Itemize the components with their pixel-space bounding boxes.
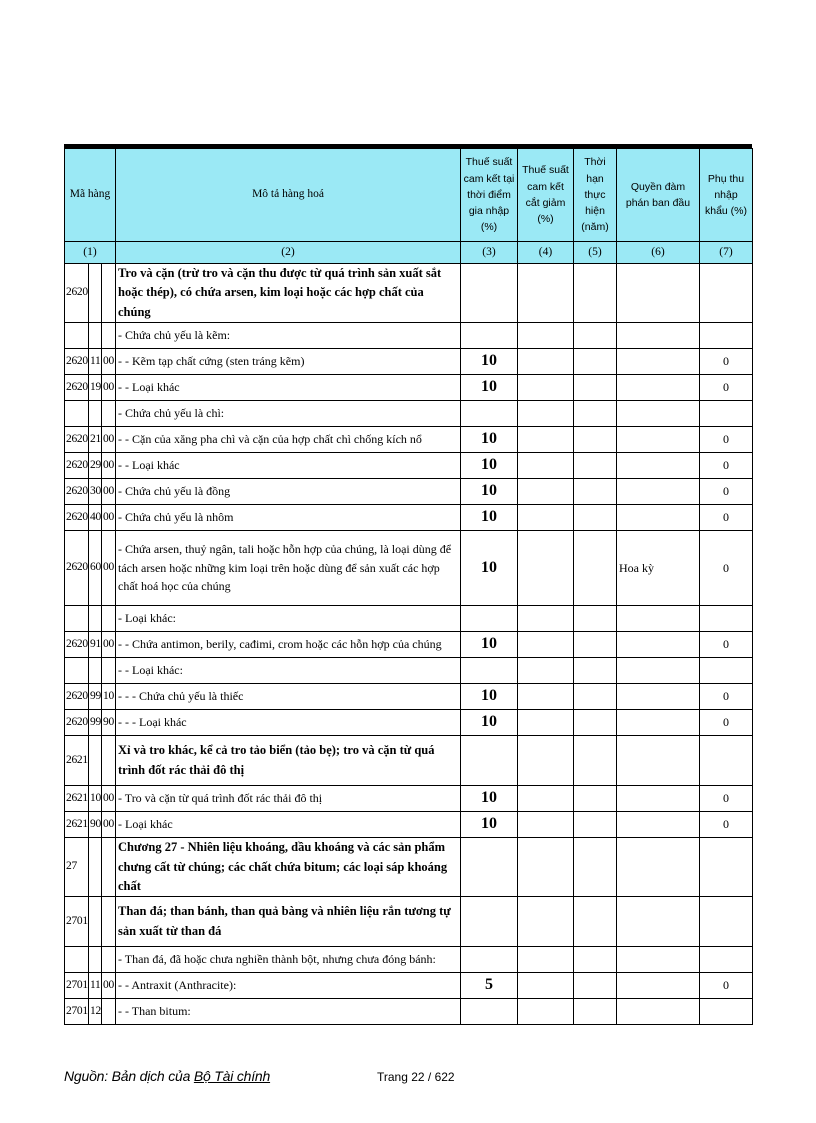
negotiating-rights-cell: [617, 427, 700, 453]
surcharge-cell: 0: [700, 375, 753, 401]
negotiating-rights-cell: [617, 453, 700, 479]
table-row: [65, 264, 753, 323]
description-cell: Xỉ và tro khác, kể cả tro tảo biển (tảo bẹ); tro và cặn từ quá trình đốt rác thải đô thị: [116, 736, 461, 786]
hs-code-heading: [65, 606, 89, 632]
bound-rate-cell: [461, 838, 518, 897]
term-cell: [574, 812, 617, 838]
table-row: [65, 606, 753, 632]
term-cell: [574, 736, 617, 786]
negotiating-rights-cell: [617, 812, 700, 838]
negotiating-rights-cell: [617, 897, 700, 947]
tariff-table: [64, 148, 753, 1025]
hs-code-heading: 2620: [65, 710, 89, 736]
description-cell: - - Kẽm tạp chất cứng (sten tráng kẽm): [116, 349, 461, 375]
surcharge-cell: 0: [700, 684, 753, 710]
hs-code-heading: [65, 323, 89, 349]
cut-rate-cell: [518, 427, 574, 453]
header-mo-ta: Mô tả hàng hoá: [116, 149, 461, 242]
bound-rate-cell: 10: [461, 427, 518, 453]
hs-code-subheading: 11: [89, 349, 102, 375]
table-row: [65, 349, 753, 375]
hs-code-subheading: [89, 401, 102, 427]
cut-rate-cell: [518, 897, 574, 947]
hs-code-subheading: 60: [89, 531, 102, 606]
cut-rate-cell: [518, 531, 574, 606]
description-cell: - Tro và cặn từ quá trình đốt rác thải đô thị: [116, 786, 461, 812]
description-cell: - Chứa chủ yếu là kẽm:: [116, 323, 461, 349]
surcharge-cell: [700, 736, 753, 786]
hs-code-heading: 2620: [65, 531, 89, 606]
table-row: [65, 897, 753, 947]
description-cell: - - Loại khác:: [116, 658, 461, 684]
hs-code-suffix: [102, 736, 116, 786]
hs-code-heading: 27: [65, 838, 89, 897]
surcharge-cell: [700, 658, 753, 684]
surcharge-cell: 0: [700, 453, 753, 479]
hs-code-subheading: 40: [89, 505, 102, 531]
hs-code-suffix: [102, 838, 116, 897]
description-cell: - Than đá, đã hoặc chưa nghiền thành bột, nhưng chưa đóng bánh:: [116, 947, 461, 973]
cut-rate-cell: [518, 479, 574, 505]
description-cell: - - Cặn của xăng pha chì và cặn của hợp chất chì chống kích nổ: [116, 427, 461, 453]
bound-rate-cell: [461, 606, 518, 632]
cut-rate-cell: [518, 973, 574, 999]
table-row: [65, 658, 753, 684]
bound-rate-cell: 10: [461, 479, 518, 505]
term-cell: [574, 427, 617, 453]
negotiating-rights-cell: [617, 505, 700, 531]
description-cell: - Loại khác: [116, 812, 461, 838]
description-cell: - Chứa chủ yếu là chì:: [116, 401, 461, 427]
bound-rate-cell: 10: [461, 710, 518, 736]
table-row: [65, 453, 753, 479]
footer-page-number: Trang 22 / 622: [377, 1070, 455, 1084]
bound-rate-cell: 10: [461, 684, 518, 710]
hs-code-heading: 2620: [65, 453, 89, 479]
hs-code-suffix: 00: [102, 479, 116, 505]
cut-rate-cell: [518, 401, 574, 427]
table-row: [65, 427, 753, 453]
cut-rate-cell: [518, 453, 574, 479]
negotiating-rights-cell: [617, 736, 700, 786]
hs-code-heading: 2620: [65, 684, 89, 710]
hs-code-heading: 2701: [65, 897, 89, 947]
negotiating-rights-cell: [617, 349, 700, 375]
table-row: [65, 973, 753, 999]
column-number-row: [65, 242, 753, 264]
hs-code-subheading: 90: [89, 812, 102, 838]
description-cell: - - Loại khác: [116, 375, 461, 401]
cut-rate-cell: [518, 264, 574, 323]
term-cell: [574, 786, 617, 812]
table-row: [65, 375, 753, 401]
bound-rate-cell: 10: [461, 453, 518, 479]
hs-code-heading: 2701: [65, 973, 89, 999]
hs-code-subheading: 10: [89, 786, 102, 812]
bound-rate-cell: [461, 323, 518, 349]
description-cell: - Chứa chủ yếu là nhôm: [116, 505, 461, 531]
negotiating-rights-cell: [617, 401, 700, 427]
hs-code-heading: 2621: [65, 786, 89, 812]
surcharge-cell: 0: [700, 349, 753, 375]
table-row: [65, 812, 753, 838]
hs-code-suffix: [102, 897, 116, 947]
header-thue-suat-gia-nhap: Thuế suất cam kết tại thời điểm gia nhập (%): [461, 149, 518, 242]
col-number: (4): [518, 242, 574, 264]
surcharge-cell: 0: [700, 427, 753, 453]
hs-code-subheading: 11: [89, 973, 102, 999]
header-quyen-dam-phan: Quyền đàm phán ban đầu: [617, 149, 700, 242]
term-cell: [574, 684, 617, 710]
table-row: [65, 684, 753, 710]
col-number: (3): [461, 242, 518, 264]
table-row: [65, 505, 753, 531]
term-cell: [574, 505, 617, 531]
bound-rate-cell: [461, 658, 518, 684]
surcharge-cell: 0: [700, 505, 753, 531]
hs-code-suffix: 00: [102, 375, 116, 401]
term-cell: [574, 323, 617, 349]
negotiating-rights-cell: [617, 479, 700, 505]
bound-rate-cell: 10: [461, 786, 518, 812]
hs-code-subheading: [89, 736, 102, 786]
table-row: [65, 947, 753, 973]
hs-code-subheading: [89, 838, 102, 897]
cut-rate-cell: [518, 375, 574, 401]
hs-code-subheading: 19: [89, 375, 102, 401]
bound-rate-cell: [461, 264, 518, 323]
hs-code-heading: 2621: [65, 736, 89, 786]
hs-code-suffix: 00: [102, 812, 116, 838]
col-number: (7): [700, 242, 753, 264]
hs-code-subheading: 21: [89, 427, 102, 453]
negotiating-rights-cell: [617, 786, 700, 812]
table-row: [65, 838, 753, 897]
term-cell: [574, 632, 617, 658]
bound-rate-cell: [461, 401, 518, 427]
hs-code-heading: 2620: [65, 375, 89, 401]
hs-code-heading: 2620: [65, 479, 89, 505]
term-cell: [574, 710, 617, 736]
hs-code-suffix: 00: [102, 531, 116, 606]
description-cell: - - Loại khác: [116, 453, 461, 479]
surcharge-cell: 0: [700, 786, 753, 812]
surcharge-cell: [700, 401, 753, 427]
cut-rate-cell: [518, 838, 574, 897]
hs-code-subheading: [89, 658, 102, 684]
table-row: [65, 632, 753, 658]
bound-rate-cell: [461, 736, 518, 786]
hs-code-suffix: 10: [102, 684, 116, 710]
bound-rate-cell: [461, 897, 518, 947]
hs-code-heading: 2620: [65, 264, 89, 323]
surcharge-cell: 0: [700, 531, 753, 606]
bound-rate-cell: 10: [461, 375, 518, 401]
negotiating-rights-cell: [617, 838, 700, 897]
cut-rate-cell: [518, 632, 574, 658]
negotiating-rights-cell: [617, 658, 700, 684]
surcharge-cell: [700, 999, 753, 1025]
surcharge-cell: 0: [700, 632, 753, 658]
footer-source-prefix: Nguồn: Bản dịch của: [64, 1068, 194, 1084]
table-row: [65, 999, 753, 1025]
bound-rate-cell: 10: [461, 632, 518, 658]
hs-code-heading: [65, 658, 89, 684]
description-cell: Tro và cặn (trừ tro và cặn thu được từ quá trình sản xuất sắt hoặc thép), có chứa arsen, kim loại hoặc các hợp chất của chúng: [116, 264, 461, 323]
col-number: (5): [574, 242, 617, 264]
hs-code-subheading: 99: [89, 684, 102, 710]
hs-code-heading: 2701: [65, 999, 89, 1025]
hs-code-heading: [65, 947, 89, 973]
cut-rate-cell: [518, 606, 574, 632]
hs-code-suffix: 00: [102, 973, 116, 999]
hs-code-subheading: 30: [89, 479, 102, 505]
table-row: [65, 786, 753, 812]
hs-code-heading: 2620: [65, 632, 89, 658]
bound-rate-cell: 10: [461, 349, 518, 375]
cut-rate-cell: [518, 786, 574, 812]
surcharge-cell: 0: [700, 812, 753, 838]
hs-code-suffix: [102, 323, 116, 349]
bound-rate-cell: [461, 999, 518, 1025]
hs-code-suffix: 00: [102, 427, 116, 453]
description-cell: - - Chứa antimon, berily, cađimi, crom hoặc các hỗn hợp của chúng: [116, 632, 461, 658]
hs-code-subheading: [89, 606, 102, 632]
col-number: (1): [65, 242, 116, 264]
cut-rate-cell: [518, 323, 574, 349]
term-cell: [574, 479, 617, 505]
term-cell: [574, 401, 617, 427]
hs-code-suffix: [102, 401, 116, 427]
cut-rate-cell: [518, 999, 574, 1025]
hs-code-heading: 2620: [65, 505, 89, 531]
header-thoi-han: Thời hạn thực hiện (năm): [574, 149, 617, 242]
hs-code-suffix: 00: [102, 632, 116, 658]
cut-rate-cell: [518, 684, 574, 710]
cut-rate-cell: [518, 812, 574, 838]
cut-rate-cell: [518, 736, 574, 786]
hs-code-subheading: [89, 264, 102, 323]
term-cell: [574, 531, 617, 606]
surcharge-cell: 0: [700, 973, 753, 999]
bound-rate-cell: 10: [461, 505, 518, 531]
hs-code-subheading: 29: [89, 453, 102, 479]
negotiating-rights-cell: [617, 632, 700, 658]
hs-code-subheading: [89, 947, 102, 973]
cut-rate-cell: [518, 349, 574, 375]
description-cell: - Chứa arsen, thuỷ ngân, tali hoặc hỗn hợp của chúng, là loại dùng để tách arsen hoặc những kim loại trên hoặc dùng để sản xuất các hợp chất hoá học của chúng: [116, 531, 461, 606]
cut-rate-cell: [518, 710, 574, 736]
table-body: [65, 149, 753, 1025]
hs-code-subheading: 91: [89, 632, 102, 658]
table-row: [65, 531, 753, 606]
hs-code-suffix: [102, 264, 116, 323]
description-cell: - - - Chứa chủ yếu là thiếc: [116, 684, 461, 710]
col-number: (6): [617, 242, 700, 264]
term-cell: [574, 897, 617, 947]
bound-rate-cell: 10: [461, 531, 518, 606]
negotiating-rights-cell: Hoa kỳ: [617, 531, 700, 606]
term-cell: [574, 453, 617, 479]
surcharge-cell: 0: [700, 479, 753, 505]
table-row: [65, 401, 753, 427]
hs-code-heading: 2620: [65, 349, 89, 375]
table-row: [65, 323, 753, 349]
header-thue-suat-cat-giam: Thuế suất cam kết cắt giảm (%): [518, 149, 574, 242]
negotiating-rights-cell: [617, 999, 700, 1025]
cut-rate-cell: [518, 658, 574, 684]
surcharge-cell: 0: [700, 710, 753, 736]
col-number: (2): [116, 242, 461, 264]
negotiating-rights-cell: [617, 375, 700, 401]
description-cell: - Chứa chủ yếu là đồng: [116, 479, 461, 505]
hs-code-subheading: [89, 897, 102, 947]
hs-code-suffix: 90: [102, 710, 116, 736]
negotiating-rights-cell: [617, 323, 700, 349]
term-cell: [574, 947, 617, 973]
hs-code-subheading: 12: [89, 999, 102, 1025]
hs-code-heading: 2621: [65, 812, 89, 838]
description-cell: Than đá; than bánh, than quả bàng và nhiên liệu rắn tương tự sản xuất từ than đá: [116, 897, 461, 947]
hs-code-suffix: [102, 947, 116, 973]
negotiating-rights-cell: [617, 684, 700, 710]
surcharge-cell: [700, 606, 753, 632]
surcharge-cell: [700, 264, 753, 323]
table-row: [65, 736, 753, 786]
term-cell: [574, 264, 617, 323]
surcharge-cell: [700, 897, 753, 947]
negotiating-rights-cell: [617, 606, 700, 632]
surcharge-cell: [700, 323, 753, 349]
hs-code-suffix: 00: [102, 349, 116, 375]
description-cell: Chương 27 - Nhiên liệu khoáng, dầu khoáng và các sản phẩm chưng cất từ chúng; các chất chứa bitum; các loại sáp khoáng chất: [116, 838, 461, 897]
bound-rate-cell: 5: [461, 973, 518, 999]
header-ma-hang: Mã hàng: [65, 149, 116, 242]
term-cell: [574, 606, 617, 632]
cut-rate-cell: [518, 947, 574, 973]
hs-code-subheading: [89, 323, 102, 349]
term-cell: [574, 838, 617, 897]
term-cell: [574, 973, 617, 999]
hs-code-suffix: [102, 658, 116, 684]
hs-code-suffix: [102, 606, 116, 632]
bound-rate-cell: 10: [461, 812, 518, 838]
description-cell: - Loại khác:: [116, 606, 461, 632]
term-cell: [574, 349, 617, 375]
surcharge-cell: [700, 838, 753, 897]
term-cell: [574, 658, 617, 684]
bound-rate-cell: [461, 947, 518, 973]
header-row: [65, 149, 753, 242]
table-row: [65, 479, 753, 505]
footer-source: [64, 1068, 270, 1084]
description-cell: - - Antraxit (Anthracite):: [116, 973, 461, 999]
hs-code-suffix: 00: [102, 786, 116, 812]
term-cell: [574, 375, 617, 401]
tariff-table-container: [64, 144, 752, 1025]
hs-code-subheading: 99: [89, 710, 102, 736]
hs-code-suffix: 00: [102, 453, 116, 479]
negotiating-rights-cell: [617, 947, 700, 973]
negotiating-rights-cell: [617, 973, 700, 999]
hs-code-heading: 2620: [65, 427, 89, 453]
negotiating-rights-cell: [617, 710, 700, 736]
footer-source-link[interactable]: Bộ Tài chính: [193, 1068, 271, 1084]
negotiating-rights-cell: [617, 264, 700, 323]
cut-rate-cell: [518, 505, 574, 531]
hs-code-suffix: [102, 999, 116, 1025]
table-row: [65, 710, 753, 736]
surcharge-cell: [700, 947, 753, 973]
term-cell: [574, 999, 617, 1025]
hs-code-heading: [65, 401, 89, 427]
header-phu-thu: Phụ thu nhập khẩu (%): [700, 149, 753, 242]
description-cell: - - - Loại khác: [116, 710, 461, 736]
description-cell: - - Than bitum:: [116, 999, 461, 1025]
hs-code-suffix: 00: [102, 505, 116, 531]
